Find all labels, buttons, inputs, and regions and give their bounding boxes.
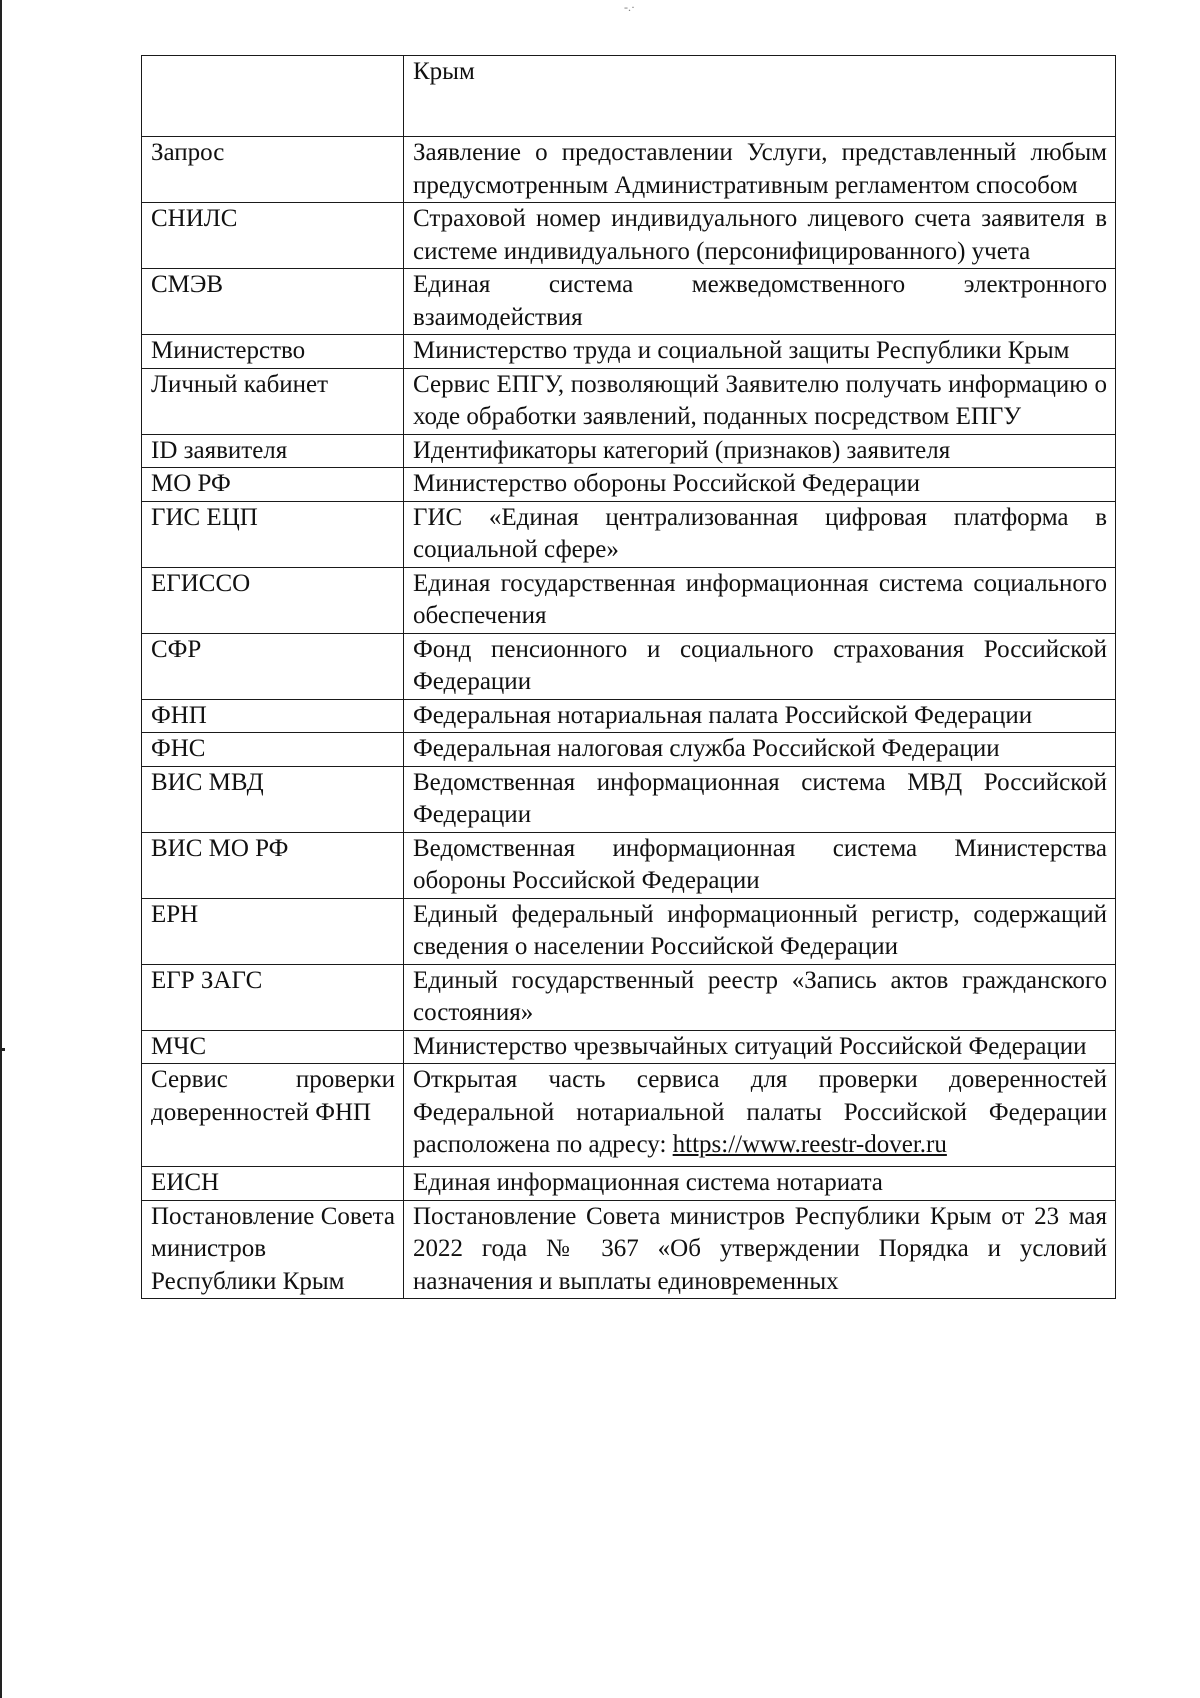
definition-cell: Федеральная налоговая служба Российской Федерации [404, 733, 1116, 767]
definition-cell: Единая государственная информационная система социального обеспечения [404, 567, 1116, 633]
table-row [142, 964, 1116, 1030]
definition-cell: Единый государственный реестр «Запись актов гражданского состояния» [404, 964, 1116, 1030]
table-row [142, 1030, 1116, 1064]
term-cell: ФНС [142, 733, 404, 767]
scan-edge-tick [0, 1048, 5, 1051]
term-cell: СФР [142, 633, 404, 699]
definition-cell: Министерство обороны Российской Федерации [404, 468, 1116, 502]
definition-cell [404, 1064, 1116, 1167]
definition-cell: Министерство чрезвычайных ситуаций Российской Федерации [404, 1030, 1116, 1064]
term-cell: ЕГР ЗАГС [142, 964, 404, 1030]
definition-cell: Фонд пенсионного и социального страхования Российской Федерации [404, 633, 1116, 699]
definition-cell: Постановление Совета министров Республики Крым от 23 мая 2022 года № 367 «Об утверждении Порядка и условий назначения и выплаты единовременных [404, 1200, 1116, 1299]
reestr-dover-link[interactable]: https://www.reestr-dover.ru [672, 1131, 947, 1158]
table-row [142, 368, 1116, 434]
table-row [142, 434, 1116, 468]
table-row [142, 733, 1116, 767]
table-row [142, 1200, 1116, 1299]
definition-cell: Министерство труда и социальной защиты Республики Крым [404, 335, 1116, 369]
definition-cell: Сервис ЕПГУ, позволяющий Заявителю получать информацию о ходе обработки заявлений, поданных посредством ЕПГУ [404, 368, 1116, 434]
definition-cell: ГИС «Единая централизованная цифровая платформа в социальной сфере» [404, 501, 1116, 567]
abbreviations-table-body [142, 56, 1116, 1299]
abbreviations-table [141, 55, 1116, 1299]
term-cell: Постановление Совета министров Республики Крым [142, 1200, 404, 1299]
definition-cell: Заявление о предоставлении Услуги, представленный любым предусмотренным Административным регламентом способом [404, 137, 1116, 203]
table-row [142, 766, 1116, 832]
term-cell: ЕГИССО [142, 567, 404, 633]
table-row [142, 832, 1116, 898]
table-row [142, 633, 1116, 699]
definition-cell: Идентификаторы категорий (признаков) заявителя [404, 434, 1116, 468]
definition-cell: Единый федеральный информационный регистр, содержащий сведения о населении Российской Федерации [404, 898, 1116, 964]
definition-cell: Крым [404, 56, 1116, 137]
term-cell [142, 56, 404, 137]
definition-cell: Ведомственная информационная система Министерства обороны Российской Федерации [404, 832, 1116, 898]
term-cell: ФНП [142, 699, 404, 733]
term-cell: Министерство [142, 335, 404, 369]
table-row [142, 203, 1116, 269]
term-cell: Запрос [142, 137, 404, 203]
term-cell: Личный кабинет [142, 368, 404, 434]
definition-cell: Единая информационная система нотариата [404, 1167, 1116, 1201]
table-row [142, 468, 1116, 502]
table-row [142, 335, 1116, 369]
table-row [142, 898, 1116, 964]
term-cell: ВИС МВД [142, 766, 404, 832]
term-cell: ВИС МО РФ [142, 832, 404, 898]
table-row [142, 1064, 1116, 1167]
table-row [142, 1167, 1116, 1201]
term-cell: СНИЛС [142, 203, 404, 269]
term-cell: МО РФ [142, 468, 404, 502]
term-cell: СМЭВ [142, 269, 404, 335]
term-cell: ID заявителя [142, 434, 404, 468]
table-row [142, 567, 1116, 633]
definition-cell: Единая система межведомственного электронного взаимодействия [404, 269, 1116, 335]
term-cell: ЕИСН [142, 1167, 404, 1201]
term-cell: МЧС [142, 1030, 404, 1064]
definition-text: Открытая часть сервиса для проверки доверенностей Федеральной нотариальной палаты Российской Федерации расположена по адресу: [413, 1066, 1107, 1158]
term-cell: ЕРН [142, 898, 404, 964]
definition-cell: Федеральная нотариальная палата Российской Федерации [404, 699, 1116, 733]
table-row [142, 269, 1116, 335]
table-row [142, 699, 1116, 733]
table-row [142, 501, 1116, 567]
table-row [142, 137, 1116, 203]
definition-cell: Страховой номер индивидуального лицевого счета заявителя в системе индивидуального (персонифицированного) учета [404, 203, 1116, 269]
scan-top-mark: -.· [624, 0, 635, 14]
table-row [142, 56, 1116, 137]
term-cell: Сервис проверки доверенностей ФНП [142, 1064, 404, 1167]
term-cell: ГИС ЕЦП [142, 501, 404, 567]
definition-cell: Ведомственная информационная система МВД Российской Федерации [404, 766, 1116, 832]
scan-left-edge [0, 0, 2, 1698]
